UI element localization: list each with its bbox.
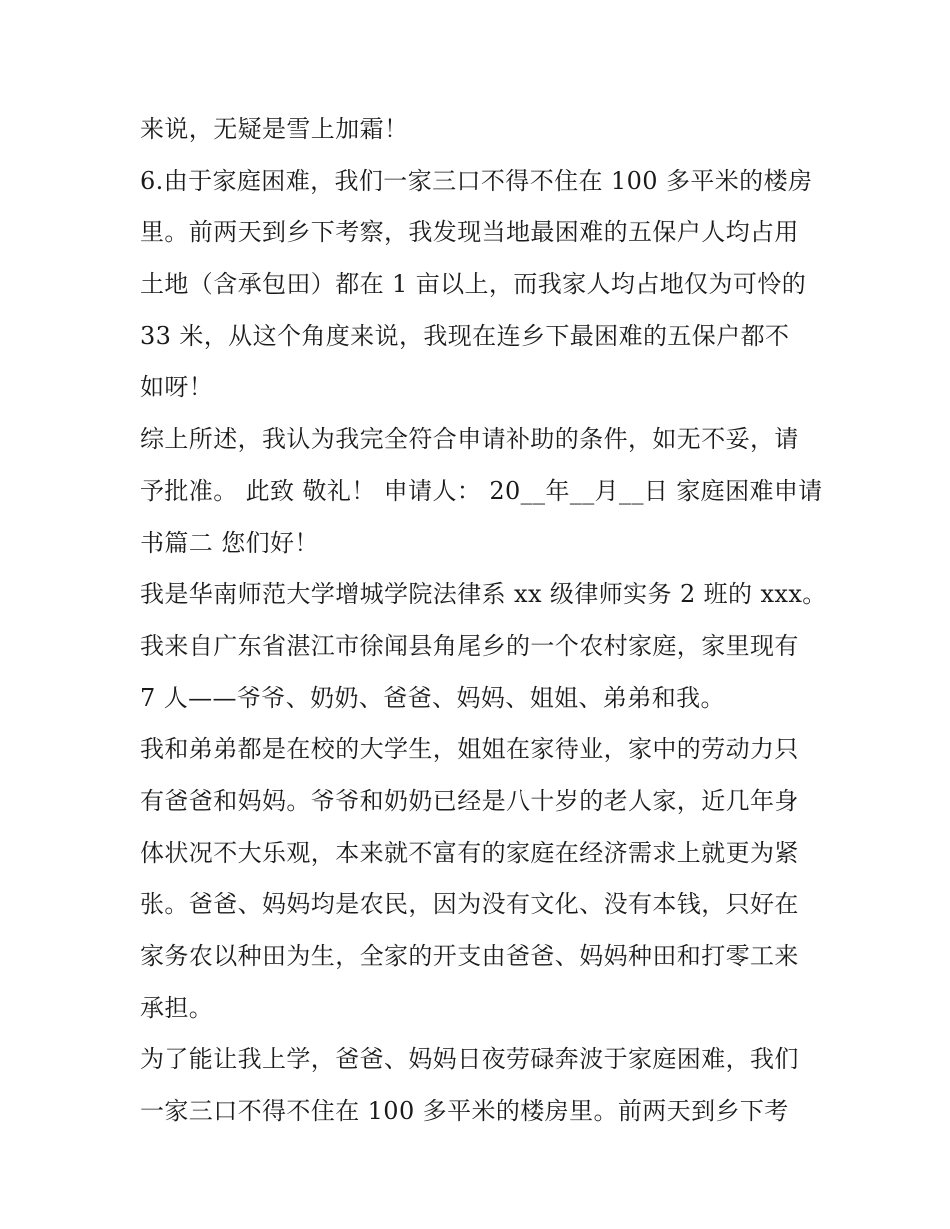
text-line: 书篇二 您们好！ bbox=[140, 528, 319, 557]
text-line: 土地（含承包田）都在 1 亩以上，而我家人均占地仅为可怜的 bbox=[140, 270, 807, 299]
text-line: 一家三口不得不住在 100 多平米的楼房里。前两天到乡下考 bbox=[140, 1097, 789, 1126]
text-line: 我是华南师范大学增城学院法律系 xx 级律师实务 2 班的 xxx。 bbox=[140, 580, 827, 609]
text-line: 家务农以种田为生，全家的开支由爸爸、妈妈种田和打零工来 bbox=[140, 942, 799, 970]
text-line: 承担。 bbox=[140, 993, 214, 1022]
text-line: 如呀！ bbox=[140, 373, 214, 402]
text-line: 有爸爸和妈妈。爷爷和奶奶已经是八十岁的老人家，近几年身 bbox=[140, 786, 799, 815]
text-line: 综上所述，我认为我完全符合申请补助的条件，如无不妥，请 bbox=[140, 425, 799, 454]
text-line: 张。爸爸、妈妈均是农民，因为没有文化、没有本钱，只好在 bbox=[140, 890, 799, 919]
text-line: 予批准。 此致 敬礼！ 申请人： 20__年__月__日 家庭困难申请 bbox=[140, 476, 823, 505]
text-line: 33 米，从这个角度来说，我现在连乡下最困难的五保户都不 bbox=[140, 321, 790, 350]
text-line: 里。前两天到乡下考察，我发现当地最困难的五保户人均占用 bbox=[140, 218, 799, 247]
text-line: 6.由于家庭困难，我们一家三口不得不住在 100 多平米的楼房 bbox=[140, 166, 813, 195]
text-line: 体状况不大乐观，本来就不富有的家庭在经济需求上就更为紧 bbox=[140, 838, 799, 867]
text-line: 来说，无疑是雪上加霜！ bbox=[140, 115, 409, 143]
text-line: 为了能让我上学，爸爸、妈妈日夜劳碌奔波于家庭困难，我们 bbox=[140, 1045, 799, 1074]
text-line: 我和弟弟都是在校的大学生，姐姐在家待业，家中的劳动力只 bbox=[140, 735, 799, 764]
text-line: 7 人——爷爷、奶奶、爸爸、妈妈、姐姐、弟弟和我。 bbox=[140, 683, 725, 712]
document-body bbox=[140, 108, 827, 1142]
text-line: 我来自广东省湛江市徐闻县角尾乡的一个农村家庭，家里现有 bbox=[140, 631, 799, 660]
